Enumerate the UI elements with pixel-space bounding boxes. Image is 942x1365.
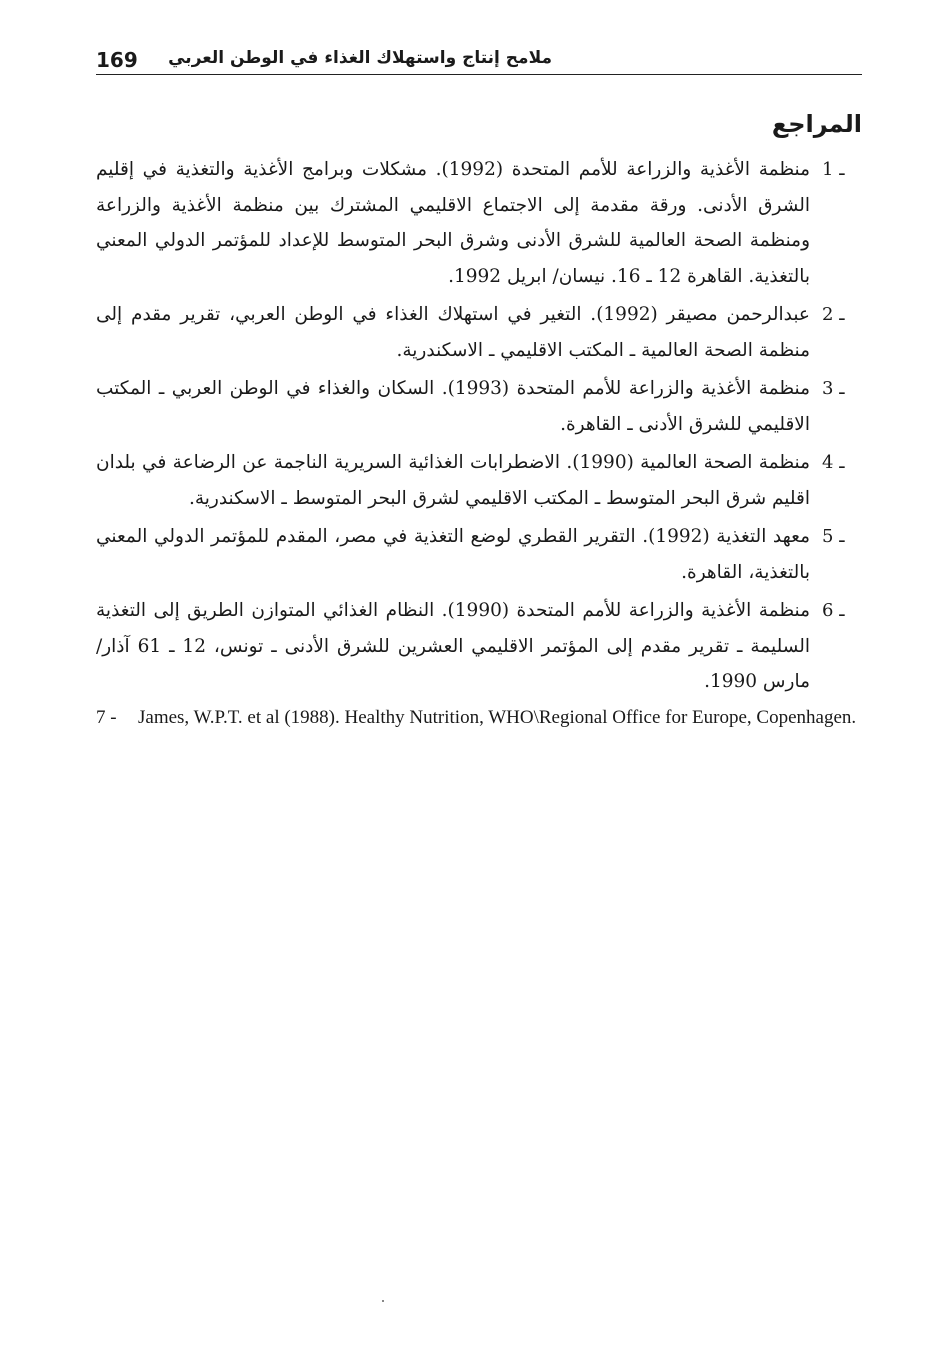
reference-text: عبدالرحمن مصيقر (1992). التغير في استهلاك الغذاء في الوطن العربي، تقرير مقدم إلى منظمة الصحة العالمية ـ المكتب الاقليمي ـ الاسكندرية. — [96, 304, 810, 361]
reference-text: معهد التغذية (1992). التقرير القطري لوضع التغذية في مصر، المقدم للمؤتمر الدولي المعني بالتغذية، القاهرة. — [96, 526, 810, 583]
reference-number: 3 ـ — [822, 378, 845, 399]
reference-text: منظمة الأغذية والزراعة للأمم المتحدة (1990). النظام الغذائي المتوازن الطريق إلى التغذية السليمة ـ تقرير مقدم إلى المؤتمر الاقليمي العشرين للشرق الأدنى ـ تونس، 12 ـ 61 آذار/ مارس 1990. — [96, 600, 810, 692]
reference-list — [96, 152, 862, 729]
reference-item — [96, 519, 862, 590]
reference-number: 4 ـ — [822, 452, 845, 473]
reference-item — [96, 445, 862, 516]
reference-item-english — [96, 706, 862, 729]
running-title: ملامح إنتاج واستهلاك الغذاء في الوطن العربي — [168, 48, 552, 68]
reference-number: 6 ـ — [822, 600, 845, 621]
reference-number: 7 - — [96, 706, 117, 728]
reference-text: منظمة الأغذية والزراعة للأمم المتحدة (1992). مشكلات وبرامج الأغذية والتغذية في إقليم الشرق الأدنى. ورقة مقدمة إلى الاجتماع الاقليمي المشترك بين منظمة الأغذية والزراعة ومنظمة الصحة العالمية للشرق الأدنى وشرق البحر المتوسط للإعداد للمؤتمر الدولي المعني بالتغذية. القاهرة 12 ـ 16. نيسان/ ابريل 1992. — [96, 159, 810, 287]
page-header — [96, 44, 862, 75]
reference-number: 1 ـ — [822, 159, 845, 180]
reference-number: 2 ـ — [822, 304, 845, 325]
reference-item — [96, 593, 862, 700]
reference-text: James, W.P.T. et al (1988). Healthy Nutrition, WHO\Regional Office for Europe, Copenhagen. — [138, 706, 857, 728]
page-number: 169 — [96, 48, 138, 72]
reference-item — [96, 297, 862, 368]
section-heading: المراجع — [771, 110, 862, 138]
reference-text: منظمة الأغذية والزراعة للأمم المتحدة (1993). السكان والغذاء في الوطن العربي ـ المكتب الاقليمي للشرق الأدنى ـ القاهرة. — [96, 378, 811, 435]
reference-item — [96, 152, 862, 294]
reference-number: 5 ـ — [822, 526, 845, 547]
reference-text: منظمة الصحة العالمية (1990). الاضطرابات الغذائية السريرية الناجمة عن الرضاعة في بلدان اقليم شرق البحر المتوسط ـ المكتب الاقليمي لشرق البحر المتوسط ـ الاسكندرية. — [96, 452, 810, 509]
scan-speck — [382, 1300, 384, 1302]
reference-item — [96, 371, 862, 442]
